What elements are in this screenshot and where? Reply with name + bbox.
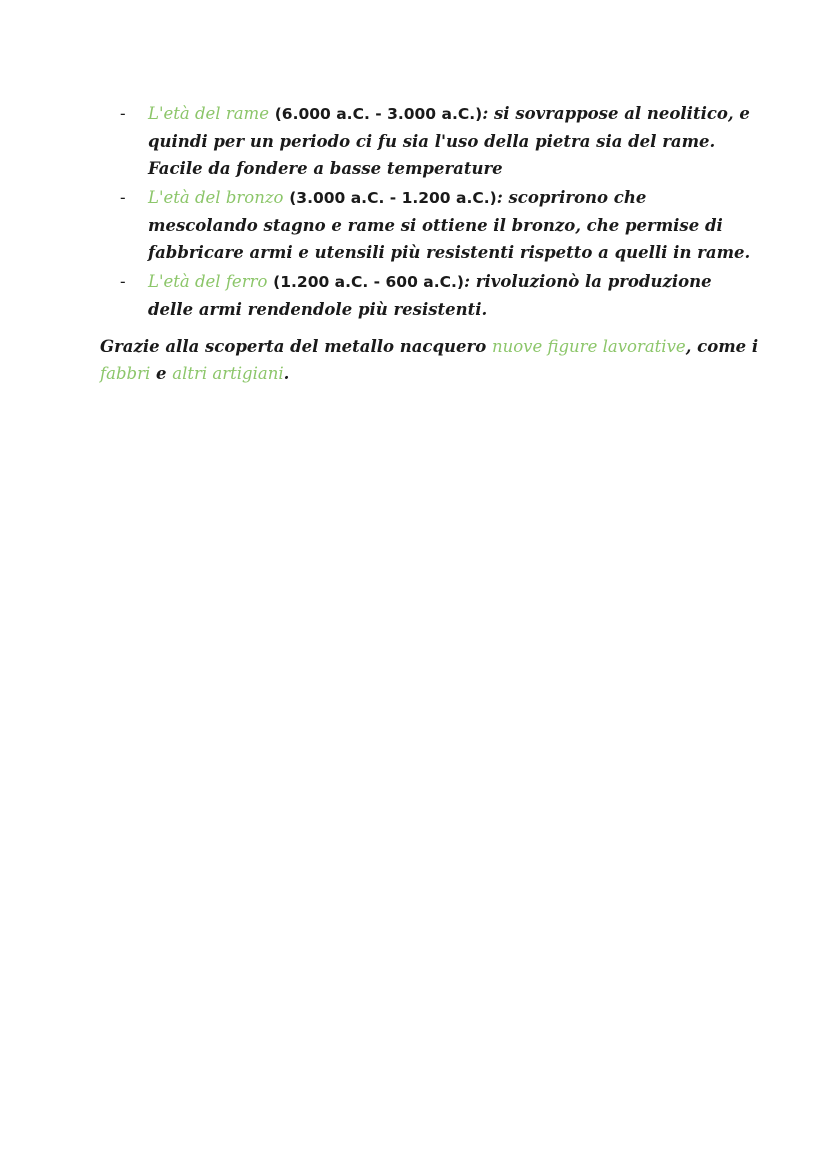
list-item-copper-age xyxy=(120,100,760,182)
bullet-dash: - xyxy=(120,272,126,291)
age-dates-copper: (6.000 a.C. - 3.000 a.C.) xyxy=(274,105,483,123)
metal-ages-list xyxy=(120,100,760,325)
list-item-iron-age xyxy=(120,268,760,323)
age-description-iron: : rivoluzionò la produzione delle armi rendendole più resistenti. xyxy=(148,272,712,319)
age-name-copper: L'età del rame xyxy=(148,104,269,123)
list-item-bronze-age xyxy=(120,184,760,266)
age-dates-iron: (1.200 a.C. - 600 a.C.) xyxy=(273,273,464,291)
highlight-new-professions: nuove figure lavorative xyxy=(491,337,686,356)
bullet-dash: - xyxy=(120,104,126,123)
highlight-artisans: altri artigiani xyxy=(172,364,284,383)
closing-paragraph xyxy=(100,333,760,387)
age-name-iron: L'età del ferro xyxy=(148,272,268,291)
age-name-bronze: L'età del bronzo xyxy=(148,188,284,207)
age-description-copper: : si sovrappose al neolitico, e quindi per un periodo ci fu sia l'uso della pietra sia del rame. Facile da fondere a basse temperature xyxy=(148,104,750,178)
highlight-blacksmiths: fabbri xyxy=(100,364,151,383)
age-description-bronze: : scoprirono che mescolando stagno e rame si ottiene il bronzo, che permise di fabbricare armi e utensili più resistenti rispetto a quelli in rame. xyxy=(148,188,751,262)
closing-text-2: , come i xyxy=(685,337,759,356)
closing-text-3: e xyxy=(150,364,173,383)
bullet-dash: - xyxy=(120,188,126,207)
age-dates-bronze: (3.000 a.C. - 1.200 a.C.) xyxy=(289,189,497,207)
closing-text-1: Grazie alla scoperta del metallo nacquero xyxy=(100,337,492,356)
closing-text-4: . xyxy=(283,364,290,383)
